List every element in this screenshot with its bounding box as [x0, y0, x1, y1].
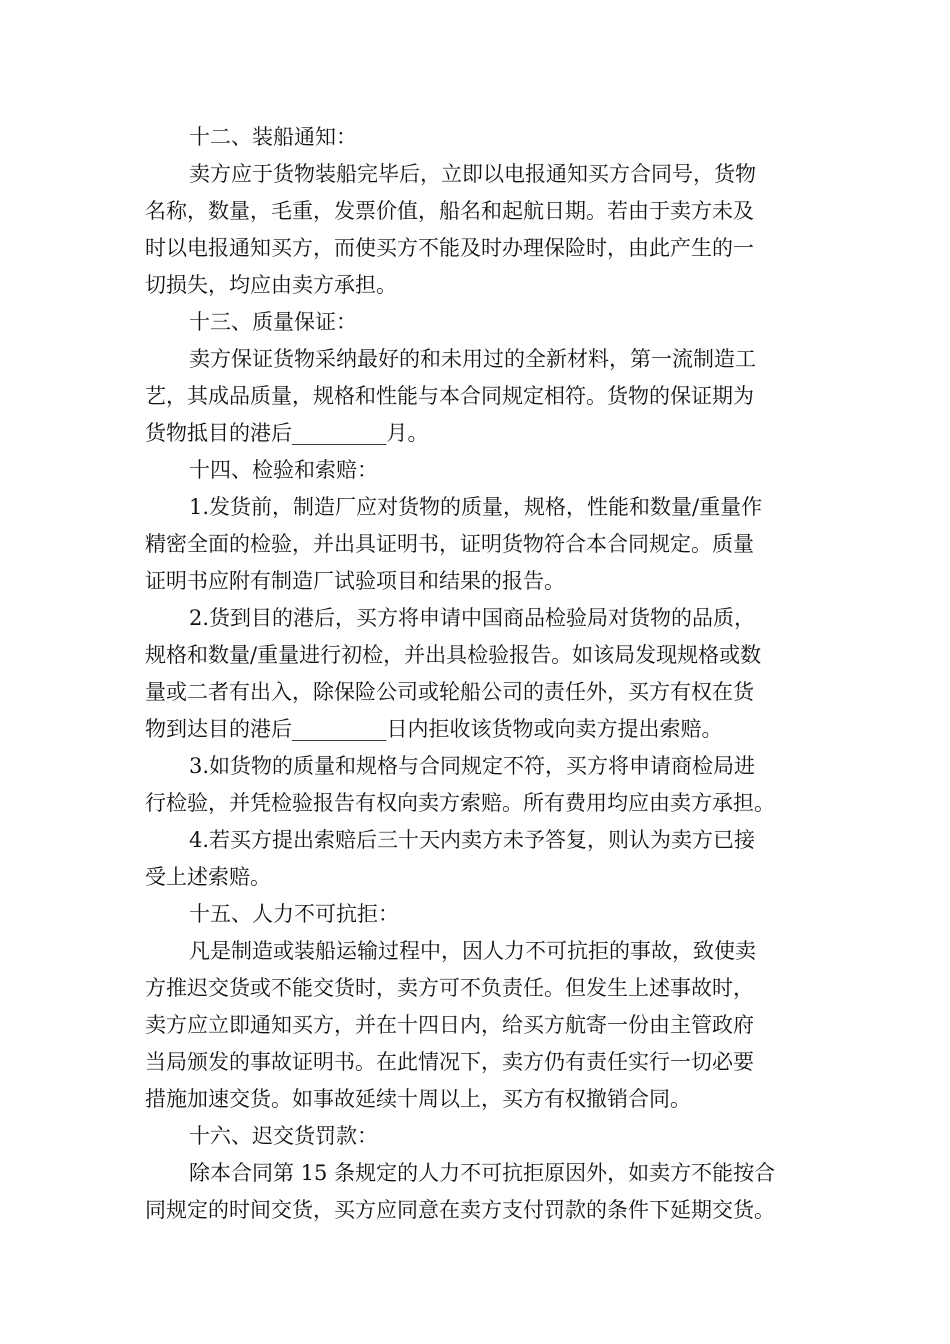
- document-line: 当局颁发的事故证明书。在此情况下，卖方仍有责任实行一切必要: [145, 1050, 754, 1074]
- document-line: 方推迟交货或不能交货时，卖方可不负责任。但发生上述事故时，: [145, 976, 754, 1000]
- document-line: 十二、装船通知：: [189, 125, 357, 149]
- document-line: 物到达目的港后_________日内拒收该货物或向卖方提出索赔。: [145, 717, 723, 741]
- document-line: 十三、质量保证：: [189, 310, 357, 334]
- document-line: 卖方应立即通知买方，并在十四日内，给买方航寄一份由主管政府: [145, 1013, 754, 1037]
- document-line: 十五、人力不可抗拒：: [189, 902, 399, 926]
- document-line: 卖方保证货物采纳最好的和未用过的全新材料，第一流制造工: [189, 347, 756, 371]
- document-line: 卖方应于货物装船完毕后，立即以电报通知买方合同号，货物: [189, 162, 756, 186]
- document-line: 4.若买方提出索赔后三十天内卖方未予答复，则认为卖方已接: [189, 828, 756, 852]
- document-line: 量或二者有出入，除保险公司或轮船公司的责任外，买方有权在货: [145, 680, 754, 704]
- document-line: 2.货到目的港后，买方将申请中国商品检验局对货物的品质，: [189, 606, 756, 630]
- document-line: 措施加速交货。如事故延续十周以上，买方有权撤销合同。: [145, 1087, 691, 1111]
- document-line: 货物抵目的港后_________月。: [145, 421, 429, 445]
- document-line: 切损失，均应由卖方承担。: [145, 273, 397, 297]
- document-line: 时以电报通知买方，而使买方不能及时办理保险时，由此产生的一: [145, 236, 754, 260]
- document-line: 凡是制造或装船运输过程中，因人力不可抗拒的事故，致使卖: [189, 939, 756, 963]
- document-line: 1.发货前，制造厂应对货物的质量，规格，性能和数量/重量作: [189, 495, 763, 519]
- document-line: 名称，数量，毛重，发票价值，船名和起航日期。若由于卖方未及: [145, 199, 754, 223]
- document-line: 3.如货物的质量和规格与合同规定不符，买方将申请商检局进: [189, 754, 756, 778]
- document-line: 十六、迟交货罚款：: [189, 1124, 378, 1148]
- document-line: 受上述索赔。: [145, 865, 271, 889]
- document-line: 十四、检验和索赔：: [189, 458, 378, 482]
- document-line: 行检验，并凭检验报告有权向卖方索赔。所有费用均应由卖方承担。: [145, 791, 775, 815]
- document-body: [145, 119, 805, 1229]
- document-line: 除本合同第 15 条规定的人力不可抗拒原因外，如卖方不能按合: [189, 1161, 776, 1185]
- document-line: 艺，其成品质量，规格和性能与本合同规定相符。货物的保证期为: [145, 384, 754, 408]
- document-line: 精密全面的检验，并出具证明书，证明货物符合本合同规定。质量: [145, 532, 754, 556]
- document-line: 同规定的时间交货，买方应同意在卖方支付罚款的条件下延期交货。: [145, 1198, 775, 1222]
- document-line: 证明书应附有制造厂试验项目和结果的报告。: [145, 569, 565, 593]
- document-line: 规格和数量/重量进行初检，并出具检验报告。如该局发现规格或数: [145, 643, 762, 667]
